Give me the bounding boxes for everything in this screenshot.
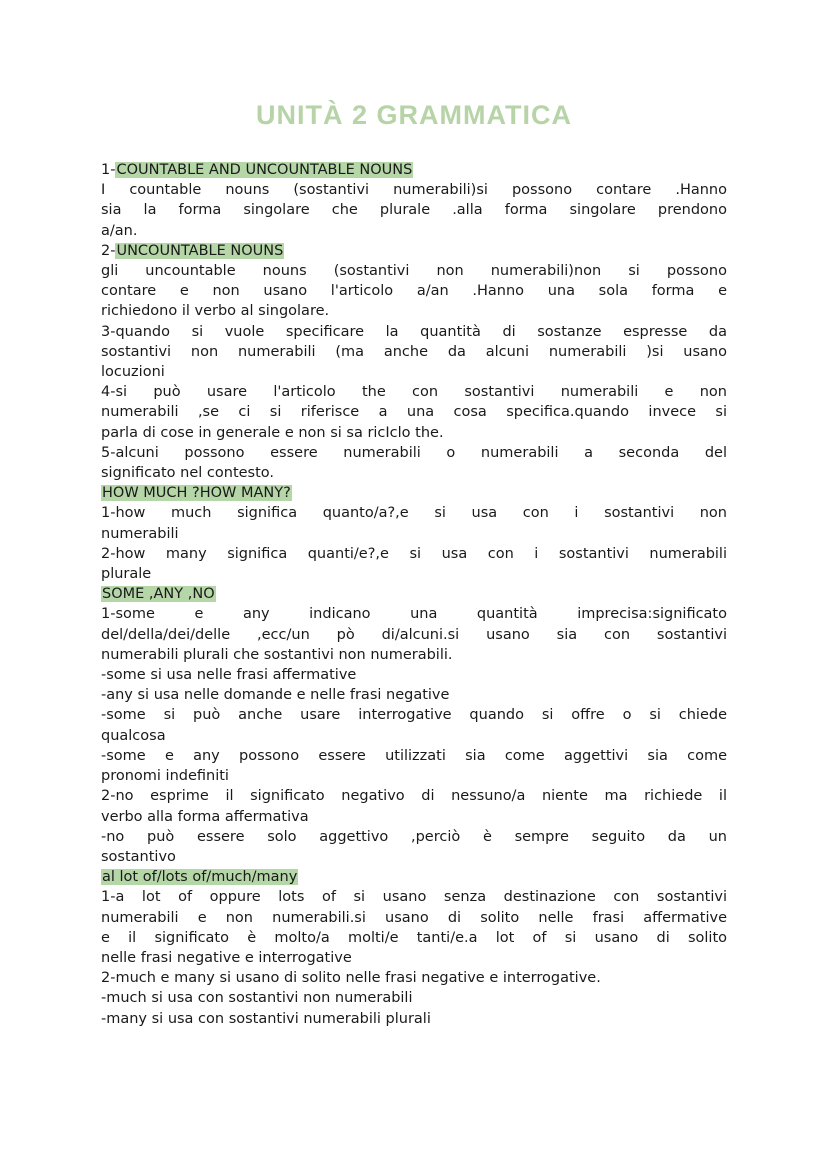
- text-line: 2-much e many si usano di solito nelle frasi negative e interrogative.: [101, 970, 601, 987]
- text-line: sostantivo: [101, 848, 176, 865]
- highlighted-heading: HOW MUCH ?HOW MANY?: [102, 485, 291, 502]
- text-line: richiedono il verbo al singolare.: [101, 303, 330, 320]
- text-line: 3-quando si vuole specificare la quantità di sostanze espresse da: [101, 323, 727, 340]
- highlighted-heading: al lot of/lots of/much/many: [102, 869, 298, 886]
- text-line: 4-si può usare l'articolo the con sostantivi numerabili e non: [101, 384, 727, 401]
- text-line: -much si usa con sostantivi non numerabili: [101, 990, 413, 1007]
- text-line: nelle frasi negative e interrogative: [101, 949, 352, 966]
- text-line: e il significato è molto/a molti/e tanti/e.a lot of si usano di solito: [101, 929, 727, 946]
- text-line: sia la forma singolare che plurale .alla forma singolare prendono: [101, 202, 727, 219]
- highlighted-heading: UNCOUNTABLE NOUNS: [116, 242, 284, 259]
- text-line: 2-how many significa quanti/e?,e si usa con i sostantivi numerabili: [101, 545, 727, 562]
- text-line: 1-some e any indicano una quantità imprecisa:significato: [101, 606, 727, 623]
- section-number: 2-: [101, 242, 116, 259]
- text-line: gli uncountable nouns (sostantivi non numerabili)non si possono: [101, 263, 727, 280]
- text-line: sostantivi non numerabili (ma anche da alcuni numerabili )si usano: [101, 343, 727, 360]
- section-heading: [101, 483, 727, 503]
- section-heading: [101, 584, 727, 604]
- text-line: qualcosa: [101, 727, 166, 744]
- section-number: 1-: [101, 162, 116, 178]
- text-line: numerabili: [101, 525, 179, 542]
- text-line: 1-how much significa quanto/a?,e si usa con i sostantivi non: [101, 505, 727, 522]
- text-line: numerabili plurali che sostantivi non numerabili.: [101, 646, 453, 663]
- text-line: contare e non usano l'articolo a/an .Hanno una sola forma e: [101, 283, 727, 300]
- highlighted-heading: SOME ,ANY ,NO: [102, 586, 215, 603]
- text-line: -any si usa nelle domande e nelle frasi negative: [101, 687, 450, 704]
- text-line: locuzioni: [101, 364, 165, 381]
- text-line: -no può essere solo aggettivo ,perciò è sempre seguito da un: [101, 828, 727, 845]
- section-heading: [101, 867, 727, 887]
- text-line: 5-alcuni possono essere numerabili o numerabili a seconda del: [101, 444, 727, 461]
- highlighted-heading: COUNTABLE AND UNCOUNTABLE NOUNS: [116, 162, 413, 178]
- document-body: [101, 160, 727, 1029]
- text-line: verbo alla forma affermativa: [101, 808, 309, 825]
- text-line: pronomi indefiniti: [101, 768, 229, 785]
- text-line: numerabili e non numerabili.si usano di solito nelle frasi affermative: [101, 909, 727, 926]
- text-line: a/an.: [101, 222, 138, 239]
- text-line: plurale: [101, 566, 152, 583]
- text-line: -some si usa nelle frasi affermative: [101, 667, 357, 684]
- text-line: -some si può anche usare interrogative quando si offre o si chiede: [101, 707, 727, 724]
- text-line: -many si usa con sostantivi numerabili plurali: [101, 1010, 431, 1027]
- text-line: numerabili ,se ci si riferisce a una cosa specifica.quando invece si: [101, 404, 727, 421]
- section-heading: [101, 241, 727, 261]
- text-line: del/della/dei/delle ,ecc/un pò di/alcuni.si usano sia con sostantivi: [101, 626, 727, 643]
- text-line: I countable nouns (sostantivi numerabili)si possono contare .Hanno: [101, 182, 727, 199]
- text-line: parla di cose in generale e non si sa ricIclo the.: [101, 424, 444, 441]
- text-line: -some e any possono essere utilizzati sia come aggettivi sia come: [101, 747, 727, 764]
- page-title: UNITÀ 2 GRAMMATICA: [256, 100, 572, 130]
- text-line: 1-a lot of oppure lots of si usano senza destinazione con sostantivi: [101, 889, 727, 906]
- text-line: 2-no esprime il significato negativo di nessuno/a niente ma richiede il: [101, 788, 727, 805]
- section-heading: [101, 160, 727, 180]
- text-line: significato nel contesto.: [101, 465, 275, 482]
